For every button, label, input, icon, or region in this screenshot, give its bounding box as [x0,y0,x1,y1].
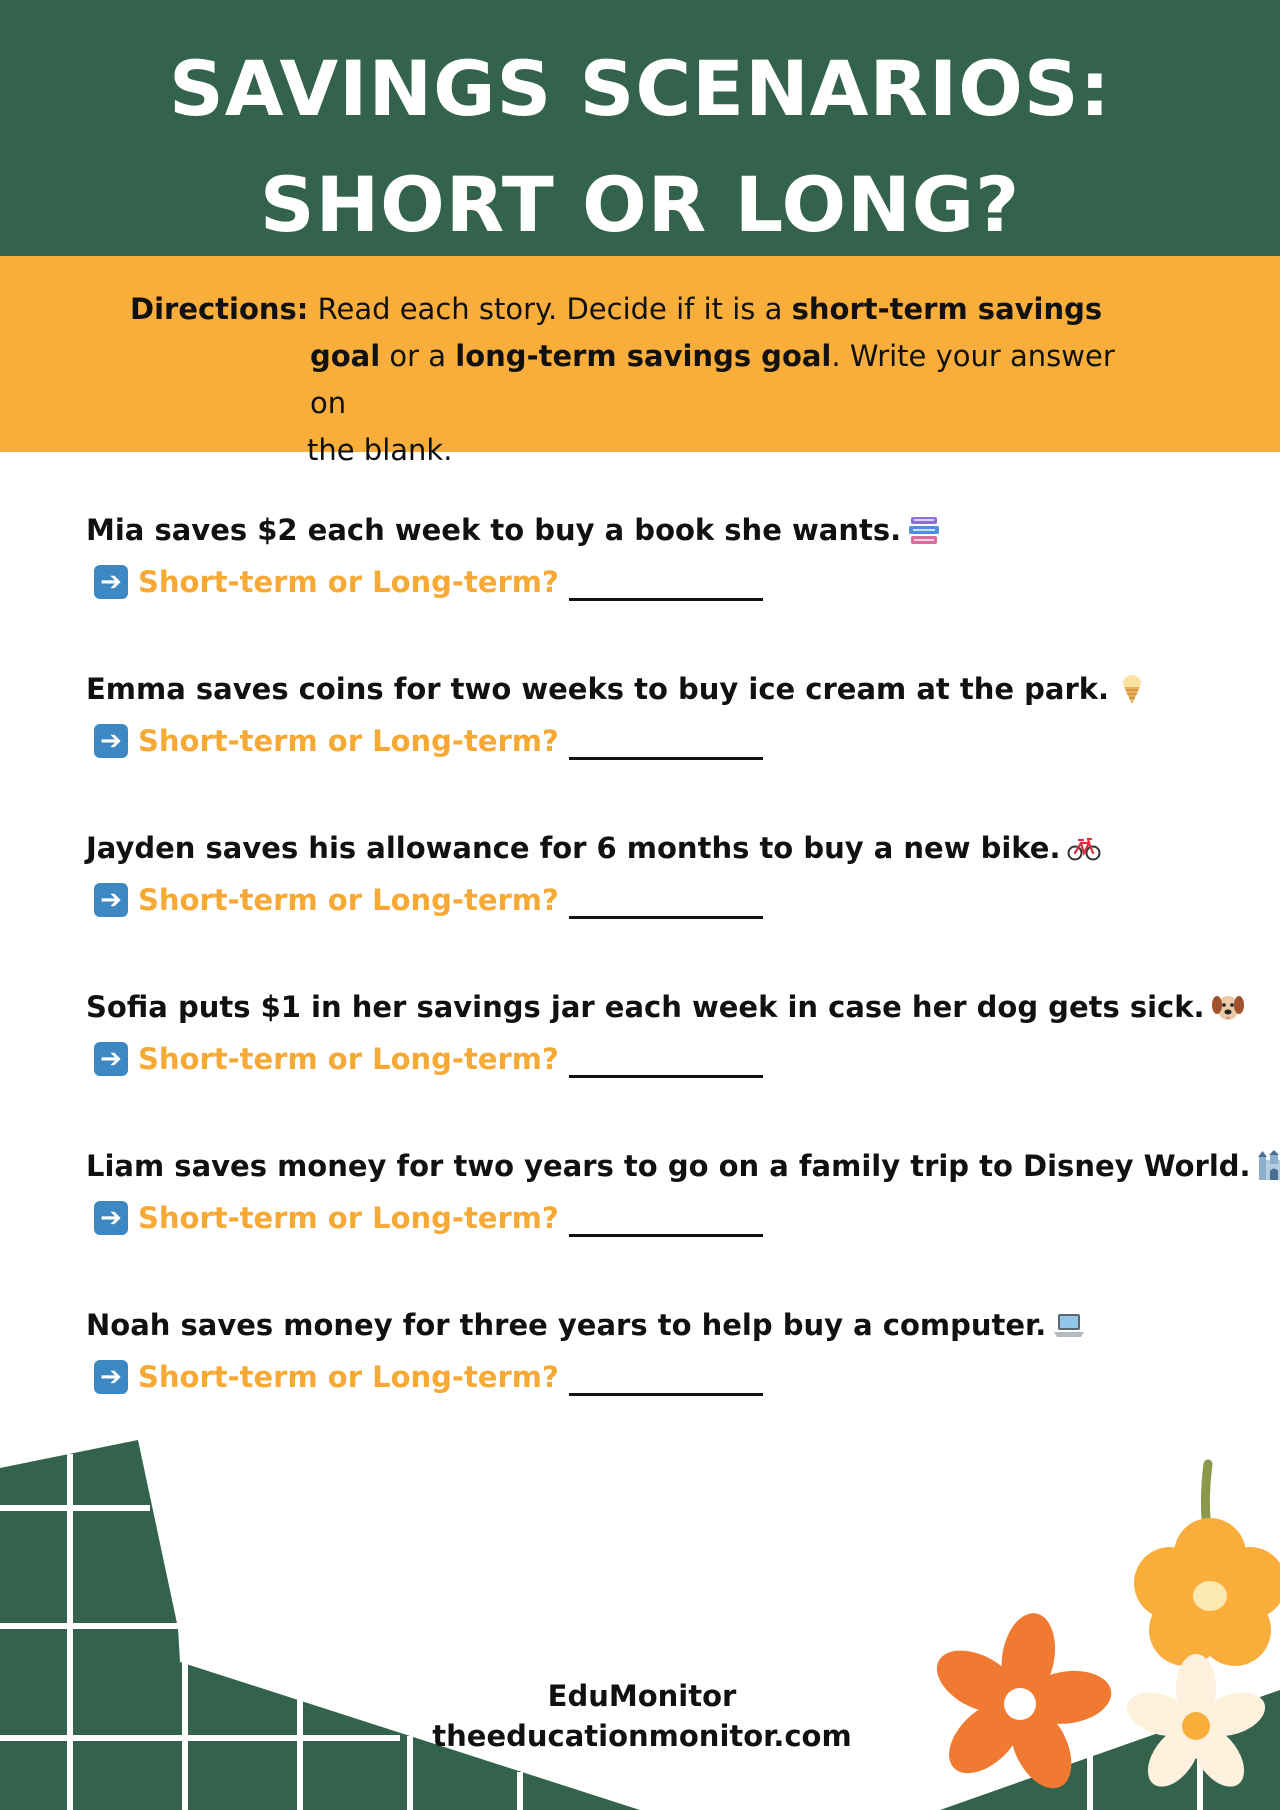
answer-prompt [86,1198,1206,1238]
scenario-text: Jayden saves his allowance for 6 months to buy a new bike. [86,831,1061,865]
castle-icon [1257,1150,1280,1182]
scenario-text: Noah saves money for three years to help buy a computer. [86,1308,1047,1342]
directions-text: Directions: Read each story. Decide if it is a short-term savings goal or a long-term savings goal. Write your answer on the blank. [130,292,1115,467]
arrow-right-icon: ➔ [94,883,128,917]
prompt-label: Short-term or Long-term? [138,1360,559,1394]
answer-blank[interactable] [569,1359,763,1396]
page-title-line-2: SHORT OR LONG? [259,160,1021,249]
answer-blank[interactable] [569,882,763,919]
books-icon [907,514,941,546]
scenario-text: Emma saves coins for two weeks to buy ice cream at the park. [86,672,1110,706]
list-item [86,510,1206,669]
answer-prompt [86,880,1206,920]
list-item [86,669,1206,828]
answer-prompt [86,1357,1206,1397]
answer-blank[interactable] [569,1041,763,1078]
arrow-right-icon: ➔ [94,1042,128,1076]
list-item [86,987,1206,1146]
page-title-line-1: SAVINGS SCENARIOS: [168,44,1112,133]
list-item [86,828,1206,987]
footer-website[interactable]: theeducationmonitor.com [432,1719,852,1753]
arrow-right-icon: ➔ [94,565,128,599]
footer [0,1676,1280,1756]
scenario-text: Mia saves $2 each week to buy a book she wants. [86,513,902,547]
ice-cream-icon [1115,673,1149,705]
scenario-text: Liam saves money for two years to go on a family trip to Disney World. [86,1149,1251,1183]
prompt-label: Short-term or Long-term? [138,1201,559,1235]
answer-prompt [86,721,1206,761]
scenario-list [86,510,1251,1464]
scenario-text: Sofia puts $1 in her savings jar each week in case her dog gets sick. [86,990,1205,1024]
laptop-icon [1052,1309,1086,1341]
page-header [0,0,1280,256]
directions-banner [0,256,1280,467]
prompt-label: Short-term or Long-term? [138,1042,559,1076]
directions-label: Directions: [130,292,309,326]
answer-blank[interactable] [569,1200,763,1237]
arrow-right-icon: ➔ [94,1201,128,1235]
list-item [86,1146,1251,1305]
prompt-label: Short-term or Long-term? [138,883,559,917]
prompt-label: Short-term or Long-term? [138,724,559,758]
dog-face-icon [1211,991,1245,1023]
answer-prompt [86,1039,1206,1079]
prompt-label: Short-term or Long-term? [138,565,559,599]
answer-prompt [86,562,1206,602]
footer-brand: EduMonitor [547,1679,737,1713]
answer-blank[interactable] [569,723,763,760]
arrow-right-icon: ➔ [94,1360,128,1394]
arrow-right-icon: ➔ [94,724,128,758]
answer-blank[interactable] [569,564,763,601]
bicycle-icon [1067,832,1101,864]
